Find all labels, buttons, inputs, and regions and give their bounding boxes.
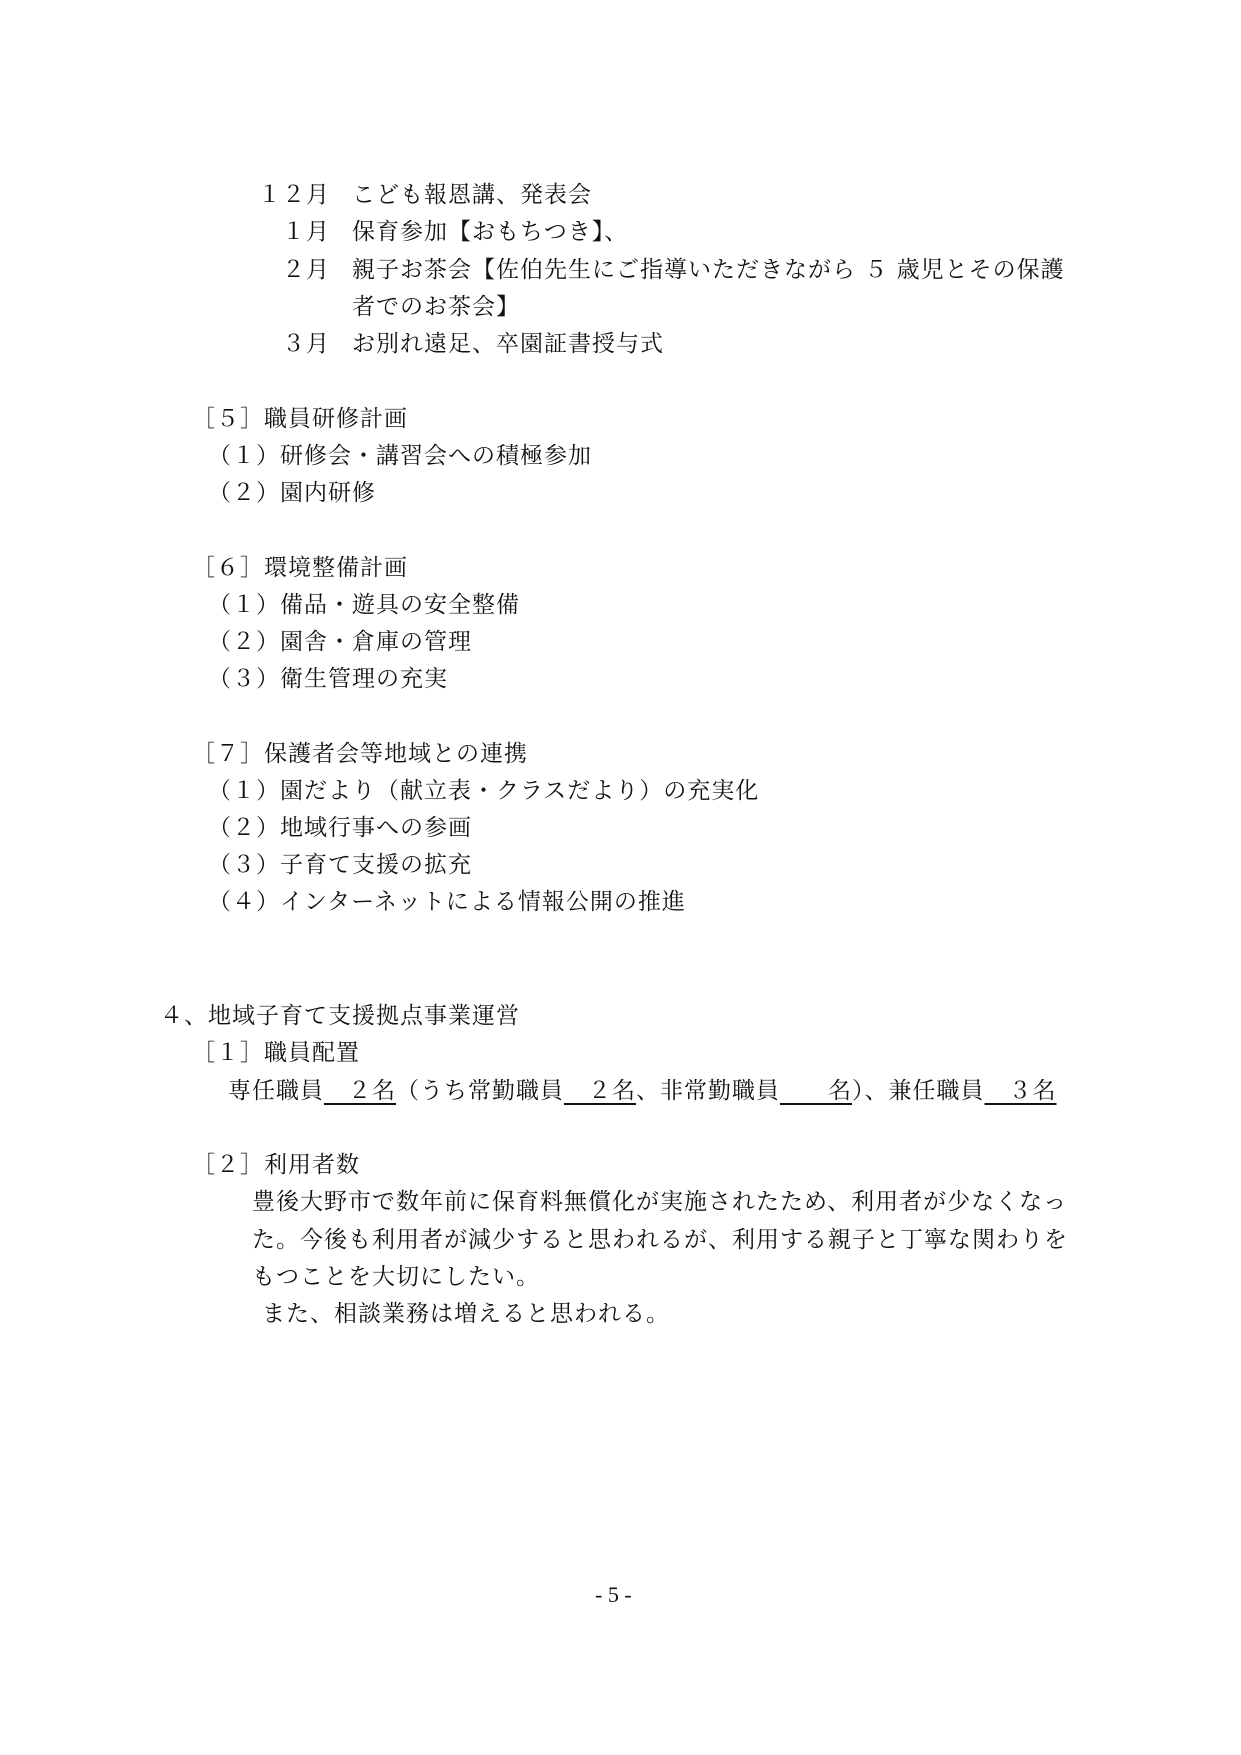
staff-value: ２名 <box>564 1078 636 1104</box>
staff-label: 、非常勤職員 <box>636 1078 780 1104</box>
schedule-event-continuation: 者でのお茶会】 <box>352 294 520 320</box>
page-number: - 5 - <box>595 1582 632 1607</box>
part-heading: ４、地域子育て支援拠点事業運営 <box>160 1003 520 1029</box>
paragraph-line: 豊後大野市で数年前に保育料無償化が実施されたため、利用者が少なくなっ <box>252 1189 1068 1215</box>
section-heading: ［７］保護者会等地域との連携 <box>192 741 528 767</box>
list-item: （４）インターネットによる情報公開の推進 <box>208 889 686 915</box>
subsection-heading: ［２］利用者数 <box>192 1152 360 1178</box>
paragraph-line: もつことを大切にしたい。 <box>252 1264 540 1290</box>
section-heading: ［６］環境整備計画 <box>192 555 408 581</box>
schedule-event: こども報恩講、発表会 <box>352 182 592 208</box>
staff-label: （うち常勤職員 <box>396 1078 564 1104</box>
schedule-event: 親子お茶会【佐伯先生にご指導いただきながら ５ 歳児とその保護 <box>352 257 1065 283</box>
schedule-month: ２月 <box>282 257 330 283</box>
section-heading: ［５］職員研修計画 <box>192 406 408 432</box>
list-item: （２）園舎・倉庫の管理 <box>208 629 472 655</box>
schedule-event: 保育参加【おもちつき】、 <box>352 219 629 245</box>
paragraph-line: また、相談業務は増えると思われる。 <box>262 1301 670 1327</box>
schedule-month: ３月 <box>282 331 330 357</box>
schedule-month: １月 <box>282 219 330 245</box>
list-item: （３）衛生管理の充実 <box>208 666 448 692</box>
list-item: （２）地域行事への参画 <box>208 815 472 841</box>
staff-value: ３名 <box>984 1078 1057 1104</box>
staff-label: ）、兼任職員 <box>852 1078 985 1104</box>
subsection-heading: ［１］職員配置 <box>192 1040 360 1066</box>
staff-allocation-line <box>228 1076 1057 1106</box>
list-item: （１）研修会・講習会への積極参加 <box>208 443 592 469</box>
list-item: （２）園内研修 <box>208 480 376 506</box>
schedule-month: １２月 <box>258 182 330 208</box>
paragraph-line: た。今後も利用者が減少すると思われるが、利用する親子と丁寧な関わりを <box>252 1227 1068 1253</box>
list-item: （３）子育て支援の拡充 <box>208 852 472 878</box>
staff-value: 名 <box>780 1078 852 1104</box>
staff-label: 専任職員 <box>228 1078 324 1104</box>
list-item: （１）園だより（献立表・クラスだより）の充実化 <box>208 778 760 804</box>
list-item: （１）備品・遊具の安全整備 <box>208 592 520 618</box>
staff-value: ２名 <box>324 1078 396 1104</box>
schedule-event: お別れ遠足、卒園証書授与式 <box>352 331 664 357</box>
